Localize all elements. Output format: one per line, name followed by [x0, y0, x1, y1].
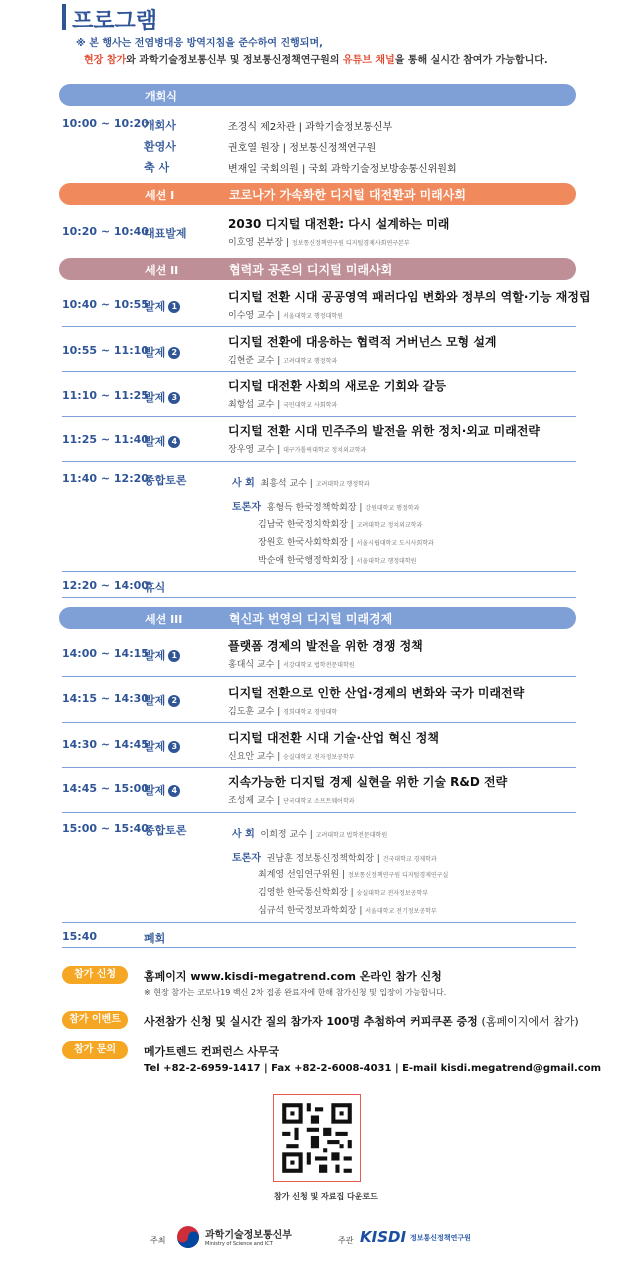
opening-bar: 개회식	[59, 84, 576, 106]
organizer-name: 정보통신정책연구원	[410, 1234, 471, 1242]
s2-talk4-speaker: 장우영 교수 | 대구가톨릭대학교 정치외교학과	[228, 445, 367, 455]
s2-talk1-title: 디지털 전환 시대 공공영역 패러다임 변화와 정부의 역할·기능 재정립	[228, 290, 591, 304]
contact-details: Tel +82-2-6959-1417 | Fax +82-2-6008-4031 | E-mail kisdi.megatrend@gmail.com	[144, 1063, 602, 1074]
s2-panelist-1: 토론자 홍형득 한국정책학회장 | 강원대학교 행정학과	[232, 502, 420, 513]
divider	[62, 947, 576, 948]
s2-talk1-time: 10:40 ~ 10:55	[62, 298, 149, 311]
notice-line-1: ※ 본 행사는 전염병대응 방역지침을 준수하여 진행되며,	[76, 38, 323, 49]
s2-talk4-time: 11:25 ~ 11:40	[62, 433, 149, 446]
host-subname: Ministry of Science and ICT	[205, 1241, 273, 1247]
host-label: 주최	[150, 1236, 166, 1245]
government-emblem-icon	[176, 1225, 200, 1253]
s2-talk1-label: 발제 1	[144, 298, 180, 314]
divider	[62, 922, 576, 923]
register-badge: 참가 신청	[62, 966, 128, 984]
s3-talk3-label: 발제 3	[144, 738, 180, 754]
divider	[62, 371, 576, 372]
kisdi-logo: KISDI	[360, 1228, 407, 1246]
s3-talk1-title: 플랫폼 경제의 발전을 위한 경쟁 정책	[228, 639, 423, 653]
s2-talk2-label: 발제 2	[144, 344, 180, 360]
session1-bar: 세션 I 코로나가 가속화한 디지털 대전환과 미래사회	[59, 183, 576, 205]
session2-bar: 세션 II 협력과 공존의 디지털 미래사회	[59, 258, 576, 280]
s2-talk3-speaker: 최항섭 교수 | 국민대학교 사회학과	[228, 400, 338, 410]
register-text: 홈페이지 www.kisdi-megatrend.com 온라인 참가 신청	[144, 970, 442, 983]
s3-talk2-time: 14:15 ~ 14:30	[62, 692, 149, 705]
s3-talk4-label: 발제 4	[144, 782, 180, 798]
s3-talk3-time: 14:30 ~ 14:45	[62, 738, 149, 751]
divider	[62, 676, 576, 677]
s3-talk1-label: 발제 1	[144, 647, 180, 663]
s3-talk2-label: 발제 2	[144, 692, 180, 708]
divider	[62, 416, 576, 417]
session1-speaker: 이호영 본부장 | 정보통신정책연구원 디지털경제사회연구본부	[228, 238, 410, 248]
opening-role-2: 환영사	[144, 140, 176, 153]
s2-panel-time: 11:40 ~ 12:20	[62, 472, 149, 485]
qr-caption: 참가 신청 및 자료집 다운로드	[274, 1192, 378, 1201]
event-badge: 참가 이벤트	[62, 1011, 128, 1029]
s2-talk4-label: 발제 4	[144, 433, 180, 449]
s2-talk2-speaker: 김현준 교수 | 고려대학교 행정학과	[228, 356, 338, 366]
organizer-label: 주관	[338, 1236, 354, 1245]
s3-panel-label: 종합토론	[144, 824, 187, 837]
s3-chair: 사 회 이희정 교수 | 고려대학교 법학전문대학원	[232, 829, 388, 840]
s3-talk4-time: 14:45 ~ 15:00	[62, 782, 149, 795]
opening-role-3: 축 사	[144, 161, 170, 174]
s3-panel-time: 15:00 ~ 15:40	[62, 822, 149, 835]
s2-talk2-time: 10:55 ~ 11:10	[62, 344, 149, 357]
opening-text-3: 변재일 국회의원 | 국회 과학기술정보방송통신위원회	[228, 164, 457, 175]
s2-talk3-title: 디지털 대전환 사회의 새로운 기회와 갈등	[228, 379, 446, 393]
s2-talk2-title: 디지털 전환에 대응하는 협력적 거버넌스 모형 설계	[228, 335, 497, 349]
s3-talk4-title: 지속가능한 디지털 경제 실현을 위한 기술 R&D 전략	[228, 775, 508, 789]
closing-label: 폐회	[144, 932, 166, 945]
s3-talk1-time: 14:00 ~ 14:15	[62, 647, 149, 660]
divider	[62, 722, 576, 723]
s3-panelist-3: 김영한 한국통신학회장 | 숭실대학교 전자정보공학부	[258, 888, 429, 898]
session3-bar: 세션 III 혁신과 번영의 디지털 미래경제	[59, 607, 576, 629]
s2-talk1-speaker: 이수영 교수 | 서울대학교 행정대학원	[228, 311, 343, 321]
title-accent	[62, 4, 66, 30]
s2-talk3-label: 발제 3	[144, 389, 180, 405]
contact-title: 메가트렌드 컨퍼런스 사무국	[144, 1045, 280, 1058]
opening-time: 10:00 ~ 10:20	[62, 117, 149, 130]
session1-label: 대표발제	[144, 227, 187, 240]
contact-badge: 참가 문의	[62, 1041, 128, 1059]
break-label: 휴식	[144, 581, 166, 594]
s2-panel-label: 종합토론	[144, 474, 187, 487]
s3-talk2-speaker: 김도훈 교수 | 경희대학교 경영대학	[228, 707, 338, 717]
s2-panelist-2: 김남국 한국정치학회장 | 고려대학교 정치외교학과	[258, 520, 423, 530]
session1-talk: 2030 디지털 대전환: 다시 설계하는 미래	[228, 217, 450, 231]
opening-role-1: 개회사	[144, 119, 176, 132]
divider	[62, 571, 576, 572]
s2-chair: 사 회 최흥석 교수 | 고려대학교 행정학과	[232, 478, 370, 489]
s3-panelist-2: 최계영 선임연구위원 | 정보통신정책연구원 디지털경제연구실	[258, 870, 449, 880]
s3-talk2-title: 디지털 전환으로 인한 산업·경제의 변화와 국가 미래전략	[228, 686, 525, 700]
break-time: 12:20 ~ 14:00	[62, 579, 149, 592]
register-note: ※ 현장 참가는 코로나19 백신 2차 접종 완료자에 한해 참가신청 및 입장이 가능합니다.	[144, 988, 447, 997]
s3-talk4-speaker: 조성제 교수 | 단국대학교 소프트웨어학과	[228, 796, 355, 806]
s3-talk3-title: 디지털 대전환 시대 기술·산업 혁신 정책	[228, 731, 439, 745]
divider	[62, 597, 576, 598]
s2-talk3-time: 11:10 ~ 11:25	[62, 389, 149, 402]
s3-talk1-speaker: 홍대식 교수 | 서강대학교 법학전문대학원	[228, 660, 355, 670]
closing-time: 15:40	[62, 930, 98, 943]
opening-text-1: 조경식 제2차관 | 과학기술정보통신부	[228, 122, 393, 133]
session1-time: 10:20 ~ 10:40	[62, 225, 149, 238]
notice-line-2: 현장 참가와 과학기술정보통신부 및 정보통신정책연구원의 유튜브 채널을 통해 실시간 참여가 가능합니다.	[84, 55, 548, 66]
divider	[62, 767, 576, 768]
qr-code-icon	[274, 1095, 360, 1181]
opening-text-2: 권호열 원장 | 정보통신정책연구원	[228, 143, 377, 154]
event-text: 사전참가 신청 및 실시간 질의 참가자 100명 추첨하여 커피쿠폰 증정 (홈페이지에서 참가)	[144, 1015, 579, 1028]
qr-code[interactable]	[273, 1094, 361, 1182]
divider	[62, 461, 576, 462]
s2-panelist-3: 장원호 한국사회학회장 | 서울시립대학교 도시사회학과	[258, 538, 434, 548]
s2-panelist-4: 박순애 한국행정학회장 | 서울대학교 행정대학원	[258, 556, 417, 566]
divider	[62, 326, 576, 327]
host-name: 과학기술정보통신부	[205, 1230, 292, 1241]
s3-talk3-speaker: 신요안 교수 | 숭실대학교 전자정보공학부	[228, 752, 355, 762]
s3-panelist-1: 토론자 권남훈 정보통신정책학회장 | 건국대학교 경제학과	[232, 853, 437, 864]
page-title: 프로그램	[72, 9, 158, 34]
divider	[62, 812, 576, 813]
s3-panelist-4: 심규석 한국정보과학회장 | 서울대학교 전기정보공학부	[258, 906, 437, 916]
s2-talk4-title: 디지털 전환 시대 민주주의 발전을 위한 정치·외교 미래전략	[228, 424, 541, 438]
